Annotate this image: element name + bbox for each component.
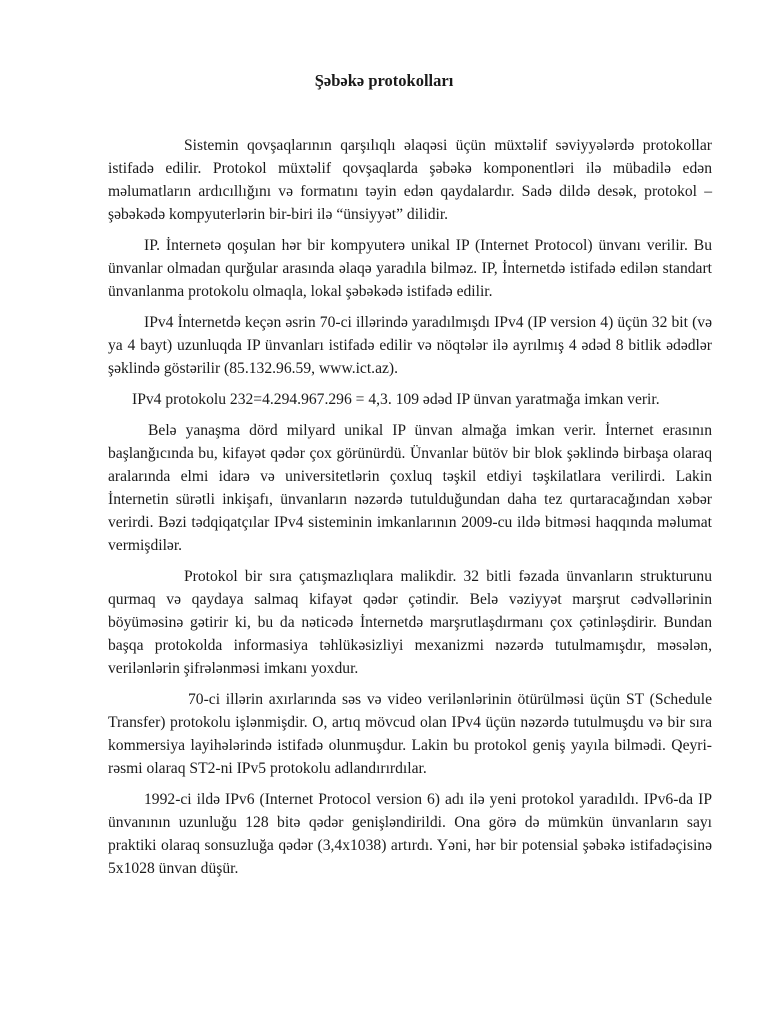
paragraph-ipv4-capacity: IPv4 protokolu 232=4.294.967.296 = 4,3. 109 ədəd IP ünvan yaratmağa imkan verir. — [132, 391, 660, 408]
paragraph-protocol-shortcomings: Protokol bir sıra çatışmazlıqlara malikdir. 32 bitli fəzada ünvanların strukturunu qurmaq və qaydaya salmaq kifayət qədər çətindir. Belə vəziyyət marşrut cədvəllərinin böyüməsinə gətirir ki, bu da nəticədə İnternetdə marşrutlaşdırmanı çox çətinləşdirir. Bundan başqa protokolda informasiya təhlükəsizliyi mexanizmi nəzərdə tutulmamışdır, məsələn, verilənlərin şifrələnməsi imkanı yoxdur. — [108, 568, 712, 677]
paragraph-ipv6: 1992-ci ildə IPv6 (Internet Protocol version 6) adı ilə yeni protokol yaradıldı. IPv6-da IP ünvanının uzunluğu 128 bitə qədər genişləndirildi. Ona görə də mümkün ünvanların sayı praktiki olaraq sonsuzluğa qədər (3,4x1038) artırdı. Yəni, hər bir potensial şəbəkə istifadəçisinə 5x1028 ünvan düşür. — [108, 791, 712, 877]
document-body — [108, 134, 712, 888]
paragraph-ip: IP. İnternetə qoşulan hər bir kompyuterə unikal IP (Internet Protocol) ünvanı verilir. Bu ünvanlar olmadan qurğular arasında əlaqə yaradıla bilməz. IP, İnternetdə istifadə edilən standart ünvanlanma protokolu olmaqla, lokal şəbəkədə istifadə edilir. — [108, 237, 712, 300]
paragraph-address-allocation: Belə yanaşma dörd milyard unikal IP ünvan almağa imkan verir. İnternet erasının başlanğıcında bu, kifayət qədər çox görünürdü. Ünvanlar bütöv bir blok şəklində birbaşa olaraq aralarında elmi idarə və universitetlərin çoxluq təşkil etdiyi təşkilatlara verilirdi. Lakin İnternetin sürətli inkişafı, ünvanların nəzərdə tutulduğundan daha tez qurtaracağından xəbər verirdi. Bəzi tədqiqatçılar IPv4 sisteminin imkanlarının 2009-cu ildə bitməsi haqqında məlumat vermişdilər. — [108, 422, 712, 554]
document-title: Şəbəkə protokolları — [314, 71, 454, 90]
paragraph-st-protocol: 70-ci illərin axırlarında səs və video verilənlərinin ötürülməsi üçün ST (Schedule Transfer) protokolu işlənmişdir. O, artıq mövcud olan IPv4 üçün nəzərdə tutulmuşdu və bir sıra kommersiya layihələrində istifadə olunmuşdur. Lakin bu protokol geniş yayıla bilmədi. Qeyri-rəsmi olaraq ST2-ni IPv5 protokolu adlandırırdılar. — [108, 691, 712, 777]
paragraph-ipv4: IPv4 İnternetdə keçən əsrin 70-ci illərində yaradılmışdı IPv4 (IP version 4) üçün 32 bit (və ya 4 bayt) uzunluqda IP ünvanları istifadə edilir və nöqtələr ilə ayrılmış 4 ədəd 8 bitlik ədədlər şəklində göstərilir (85.132.96.59, www.ict.az). — [108, 314, 712, 377]
paragraph-protocols-intro: Sistemin qovşaqlarının qarşılıqlı əlaqəsi üçün müxtəlif səviyyələrdə protokollar istifadə edilir. Protokol müxtəlif qovşaqlarda şəbəkə komponentləri ilə mübadilə edən məlumatların ardıcıllığını və formatını təyin edən qaydalardır. Sadə dildə desək, protokol – şəbəkədə kompyuterlərin bir-biri ilə “ünsiyyət” dilidir. — [108, 137, 712, 223]
